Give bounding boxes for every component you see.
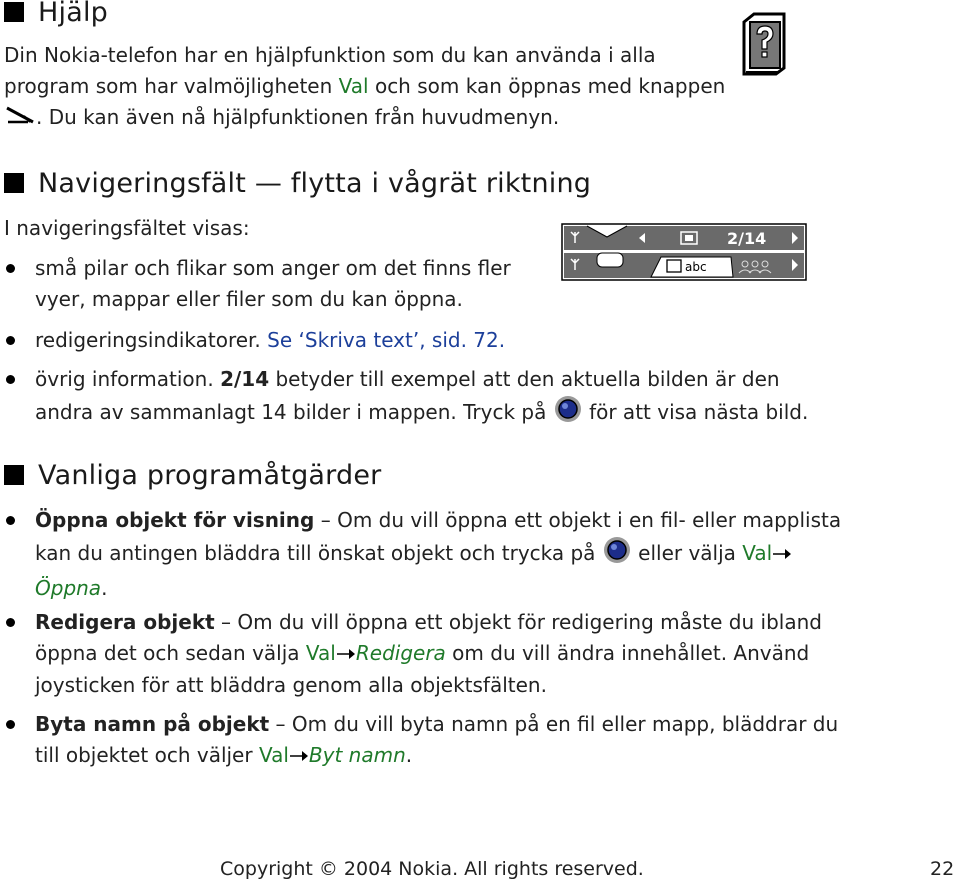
navbar-counter: 2/14 — [727, 229, 767, 248]
help-book-icon — [736, 12, 790, 80]
section-title-hjalp: Hjälp — [4, 0, 108, 28]
joystick-icon — [602, 536, 632, 573]
val-term: Val — [338, 74, 369, 98]
navigation-bar-image — [561, 223, 807, 285]
list-item: små pilar och flikar som anger om det finns fler vyer, mappar eller filer som du kan öppna. — [4, 253, 544, 315]
navbar-abc-label: abc — [685, 260, 707, 274]
cross-reference-link[interactable]: Se ‘Skriva text’, sid. 72. — [267, 328, 506, 352]
selection-key-icon — [4, 103, 36, 134]
arrow-right-icon — [289, 741, 309, 772]
navbar-intro: I navigeringsfältet visas: — [4, 216, 250, 240]
section1-paragraph: Din Nokia-telefon har en hjälpfunktion som du kan använda i alla program som har valmöjligheten Val och som kan öppnas med knappen . Du kan även nå hjälpfunktionen från huvudmenyn. — [4, 40, 725, 134]
heading-bullet-square — [4, 173, 24, 193]
list-item: övrig information. 2/14 betyder till exempel att den aktuella bilden är den andra av sammanlagt 14 bilder i mappen. Tryck på för att visa nästa bild. — [4, 364, 904, 432]
heading-bullet-square — [4, 465, 24, 485]
page-number: 22 — [930, 858, 955, 880]
list-item: Öppna objekt för visning – Om du vill öppna ett objekt i en fil- eller mapplista kan du antingen bläddra till önskat objekt och trycka på eller välja Val Öppna. — [4, 505, 904, 604]
heading-bullet-square — [4, 2, 24, 22]
section-title-navigeringsfalt: Navigeringsfält — flytta i vågrät riktning — [4, 168, 591, 199]
copyright-notice: Copyright © 2004 Nokia. All rights reserved. — [220, 858, 644, 880]
joystick-icon — [553, 395, 583, 432]
section-title-vanliga: Vanliga programåtgärder — [4, 460, 381, 491]
list-item: redigeringsindikatorer. Se ‘Skriva text’, sid. 72. — [4, 325, 544, 356]
bullet-list-navbar — [4, 253, 544, 356]
list-item: Byta namn på objekt – Om du vill byta namn på en fil eller mapp, bläddrar du till objektet och väljer Val Byt namn. — [4, 709, 904, 772]
arrow-right-icon — [336, 639, 356, 670]
list-item: Redigera objekt – Om du vill öppna ett objekt för redigering måste du ibland öppna det och sedan välja Val Redigera om du vill ändra innehållet. Använd joysticken för att bläddra genom alla objektsfälten. — [4, 607, 904, 701]
arrow-right-icon — [772, 539, 792, 570]
